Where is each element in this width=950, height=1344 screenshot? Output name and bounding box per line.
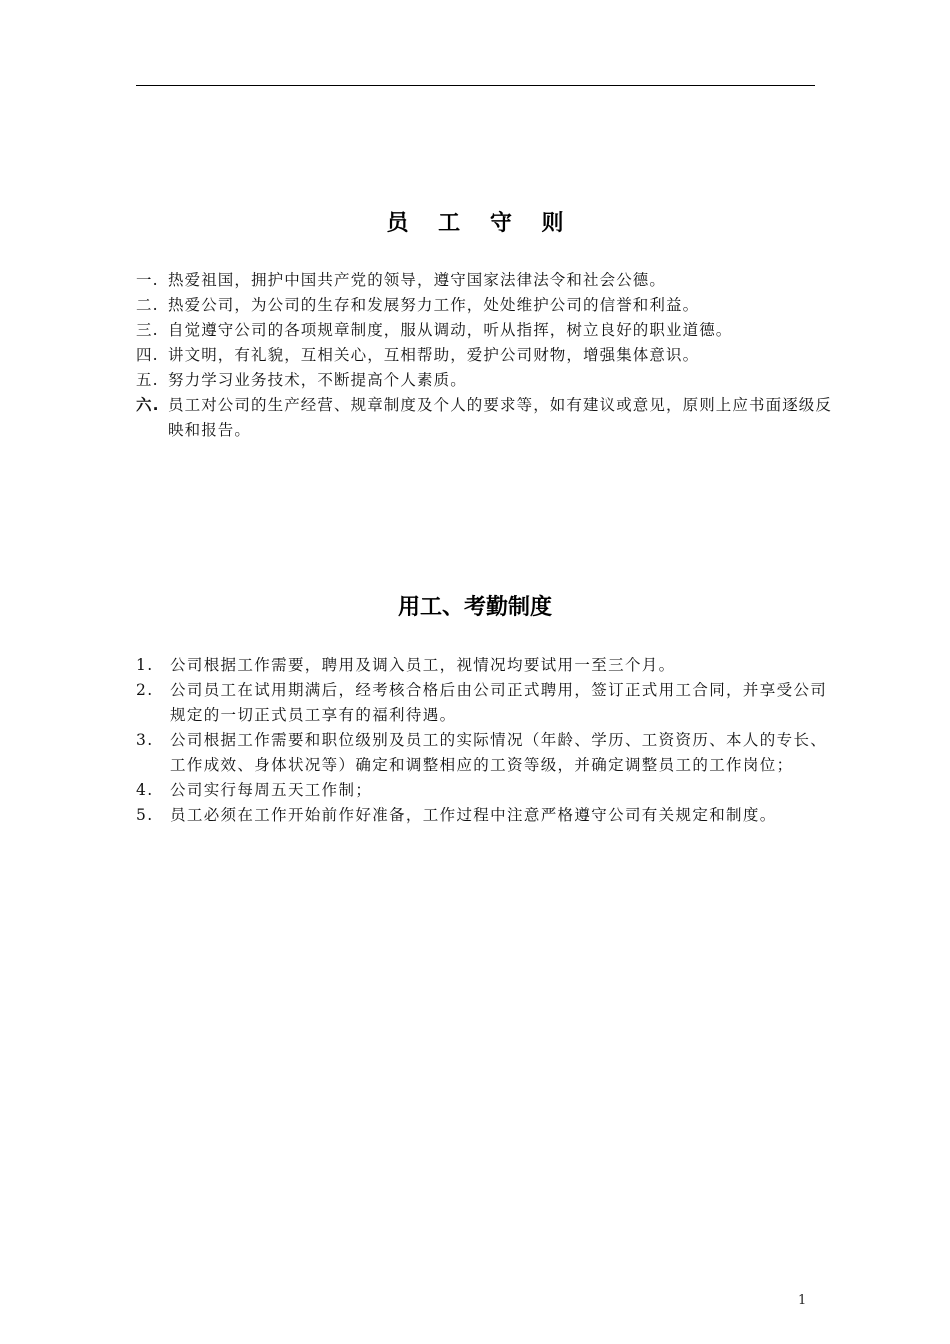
list-item-text: 公司员工在试用期满后，经考核合格后由公司正式聘用，签订正式用工合同，并享受公司规定的一切正式员工享有的福利待遇。 xyxy=(170,681,828,724)
list-item-number: 2. xyxy=(136,681,154,699)
list-item xyxy=(136,653,836,678)
list-item-text: 努力学习业务技术，不断提高个人素质。 xyxy=(168,371,467,389)
list-item-text: 员工对公司的生产经营、规章制度及个人的要求等，如有建议或意见，原则上应书面逐级反映和报告。 xyxy=(168,396,833,439)
list-item xyxy=(136,778,836,803)
list-item-text: 公司根据工作需要和职位级别及员工的实际情况（年龄、学历、工资资历、本人的专长、工作成效、身体状况等）确定和调整相应的工资等级，并确定调整员工的工作岗位； xyxy=(170,731,828,774)
list-item xyxy=(136,293,836,318)
section-title-employment-attendance: 用工、考勤制度 xyxy=(397,595,552,620)
list-item-text: 自觉遵守公司的各项规章制度，服从调动，听从指挥，树立良好的职业道德。 xyxy=(168,321,733,339)
list-item-number: 二. xyxy=(136,296,159,314)
list-item xyxy=(136,343,836,368)
list-item-number: 1. xyxy=(136,656,154,674)
employment-attendance-list xyxy=(136,653,836,828)
list-item-number: 四. xyxy=(136,346,159,364)
list-item-text: 讲文明，有礼貌，互相关心，互相帮助，爱护公司财物，增强集体意识。 xyxy=(168,346,700,364)
list-item xyxy=(136,393,836,443)
header-rule xyxy=(136,85,815,86)
list-item-number: 4. xyxy=(136,781,154,799)
list-item xyxy=(136,728,836,778)
list-item-text: 热爱公司，为公司的生存和发展努力工作，处处维护公司的信誉和利益。 xyxy=(168,296,700,314)
list-item-number: 3. xyxy=(136,731,154,749)
list-item xyxy=(136,803,836,828)
list-item-text: 员工必须在工作开始前作好准备，工作过程中注意严格遵守公司有关规定和制度。 xyxy=(170,806,777,824)
employee-rules-list xyxy=(136,268,836,443)
list-item-text: 公司实行每周五天工作制； xyxy=(170,781,373,799)
page-number: 1 xyxy=(798,1293,807,1308)
list-item-text: 公司根据工作需要，聘用及调入员工，视情况均要试用一至三个月。 xyxy=(170,656,676,674)
list-item-number: 5. xyxy=(136,806,154,824)
list-item-number: 三. xyxy=(136,321,159,339)
list-item-number: 六. xyxy=(136,396,160,414)
list-item-number: 一. xyxy=(136,271,159,289)
section-title-employee-rules: 员 工 守 则 xyxy=(386,211,575,236)
list-item xyxy=(136,318,836,343)
list-item-number: 五. xyxy=(136,371,159,389)
list-item-text: 热爱祖国，拥护中国共产党的领导，遵守国家法律法令和社会公德。 xyxy=(168,271,667,289)
list-item xyxy=(136,368,836,393)
list-item xyxy=(136,268,836,293)
list-item xyxy=(136,678,836,728)
